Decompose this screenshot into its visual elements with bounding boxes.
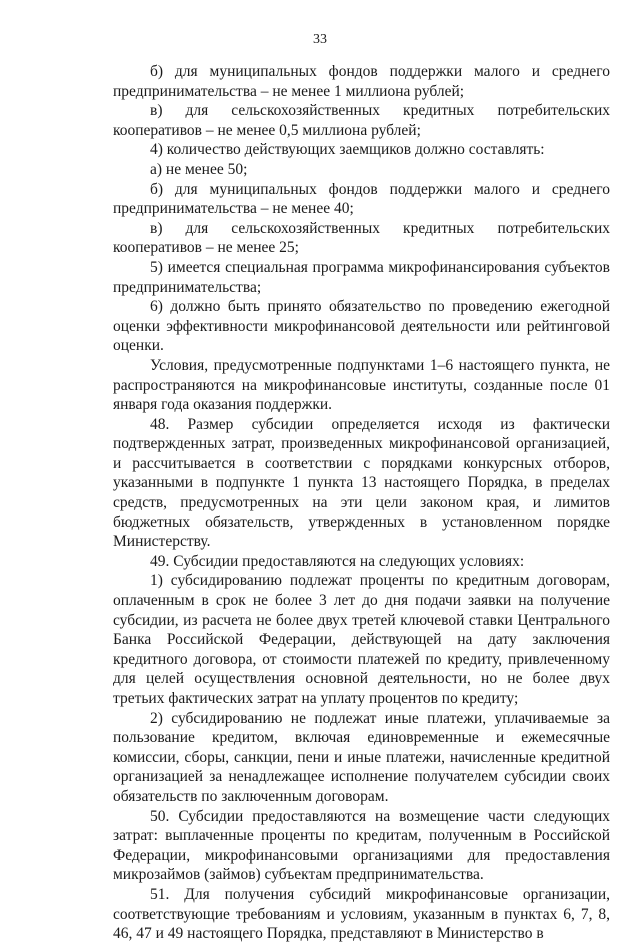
paragraph-subitem-v-cooperatives-borrowers: в) для сельскохозяйственных кредитных потребительских кооперативов – не менее 25; bbox=[113, 219, 610, 257]
paragraph-subitem-v-cooperatives-amount: в) для сельскохозяйственных кредитных потребительских кооперативов – не менее 0,5 миллиона рублей; bbox=[113, 102, 610, 139]
paragraph-subitem-a-borrowers: а) не менее 50; bbox=[150, 160, 248, 178]
paragraph-item-5-program: 5) имеется специальная программа микрофинансирования субъектов предпринимательства; bbox=[113, 258, 610, 296]
page-number: 33 bbox=[313, 32, 327, 47]
paragraph-section-49-item-2: 2) субсидированию не подлежат иные платежи, уплачиваемые за пользование кредитом, включая единовременные и ежемесячные комиссии, сборы, санкции, пени и иные платежи, начисленные кредитной организацией за ненадлежащее исполнение получателем субсидии своих обязательств по заключенным договорам. bbox=[113, 709, 610, 805]
document-body bbox=[113, 62, 610, 944]
paragraph-subitem-b-funds-borrowers: б) для муниципальных фондов поддержки малого и среднего предпринимательства – не менее 40; bbox=[113, 180, 610, 218]
paragraph-item-6-evaluation: 6) должно быть принято обязательство по проведению ежегодной оценки эффективности микрофинансовой деятельности или рейтинговой оценки. bbox=[113, 298, 610, 355]
paragraph-conditions-exception: Условия, предусмотренные подпунктами 1–6 настоящего пункта, не распространяются на микрофинансовые институты, созданные после 01 января года оказания поддержки. bbox=[113, 356, 610, 414]
paragraph-section-50: 50. Субсидии предоставляются на возмещение части следующих затрат: выплаченные проценты по кредитам, полученным в Российской Федерации, микрофинансовыми организациями для предоставления микрозаймов (займов) субъектам предпринимательства. bbox=[113, 807, 610, 884]
paragraph-section-51: 51. Для получения субсидий микрофинансовые организации, соответствующие требованиям и условиям, указанным в пунктах 6, 7, 8, 46, 47 и 49 настоящего Порядка, представляют в Министерство в bbox=[113, 885, 610, 943]
paragraph-section-48: 48. Размер субсидии определяется исходя из фактически подтвержденных затрат, произведенных микрофинансовой организацией, и рассчитывается в соответствии с порядками конкурсных отборов, указанными в подпункте 1 пункта 13 настоящего Порядка, в пределах средств, предусмотренных на эти цели законом края, и лимитов бюджетных обязательств, утвержденных в установленном порядке Министерству. bbox=[113, 415, 610, 551]
paragraph-section-49-item-1: 1) субсидированию подлежат проценты по кредитным договорам, оплаченным в срок не более 3 лет до дня подачи заявки на получение субсидии, из расчета не более двух третей ключевой ставки Центрального Банка Российской Федерации, действующей на дату заключения кредитного договора, от стоимости платежей по кредиту, привлеченному для целей осуществления основной деятельности, но не более двух третьих фактических затрат на уплату процентов по кредиту; bbox=[113, 572, 610, 707]
paragraph-section-49: 49. Субсидии предоставляются на следующих условиях: bbox=[150, 552, 525, 570]
paragraph-subitem-b-funds-amount: б) для муниципальных фондов поддержки малого и среднего предпринимательства – не менее 1 миллиона рублей; bbox=[113, 63, 610, 100]
paragraph-item-4-borrowers: 4) количество действующих заемщиков должно составлять: bbox=[150, 141, 545, 159]
